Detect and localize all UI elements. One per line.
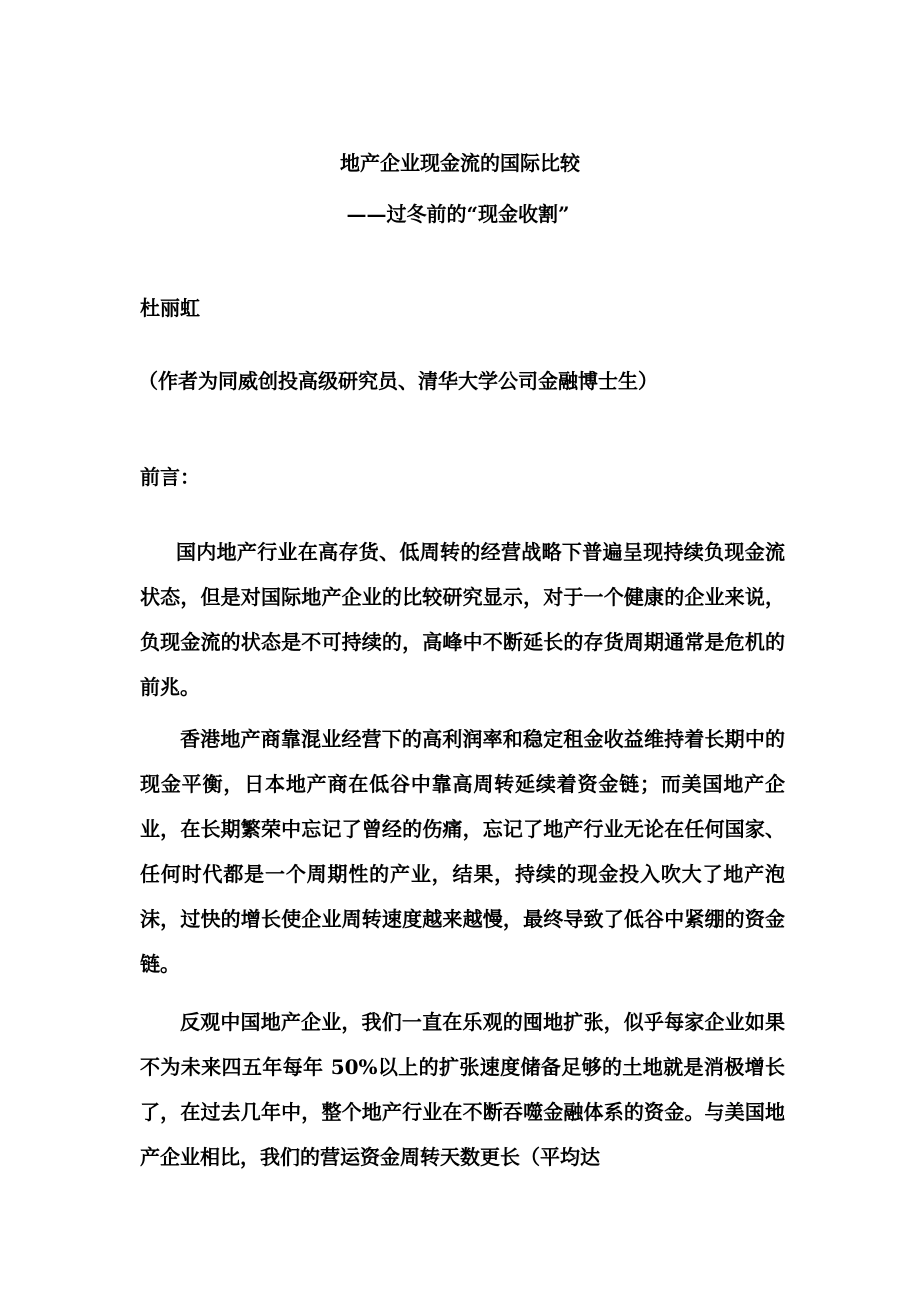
- document-title: 地产企业现金流的国际比较: [340, 151, 580, 175]
- body-paragraph-2: 香港地产商靠混业经营下的高利润率和稳定租金收益维持着长期中的现金平衡，日本地产商在低谷中靠高周转延续着资金链；而美国地产企业，在长期繁荣中忘记了曾经的伤痛，忘记了地产行业无论在任何国家、任何时代都是一个周期性的产业，结果，持续的现金投入吹大了地产泡沫，过快的增长使企业周转速度越来越慢，最终导致了低谷中紧绷的资金链。: [140, 727, 785, 976]
- author-name: 杜丽虹: [140, 296, 200, 320]
- body-paragraph-3: 反观中国地产企业，我们一直在乐观的囤地扩张，似乎每家企业如果不为未来四五年每年 50%以上的扩张速度储备足够的土地就是消极增长了，在过去几年中，整个地产行业在不断吞噬金融体系的资金。与美国地产企业相比，我们的营运资金周转天数更长（平均达: [140, 1010, 785, 1169]
- preface-heading: 前言：: [140, 465, 200, 489]
- body-paragraph-1: 国内地产行业在高存货、低周转的经营战略下普遍呈现持续负现金流状态，但是对国际地产企业的比较研究显示，对于一个健康的企业来说，负现金流的状态是不可持续的，高峰中不断延长的存货周期通常是危机的前兆。: [140, 540, 785, 699]
- author-note: （作者为同威创投高级研究员、清华大学公司金融博士生）: [138, 369, 658, 393]
- document-subtitle: ——过冬前的“现金收割”: [346, 202, 570, 226]
